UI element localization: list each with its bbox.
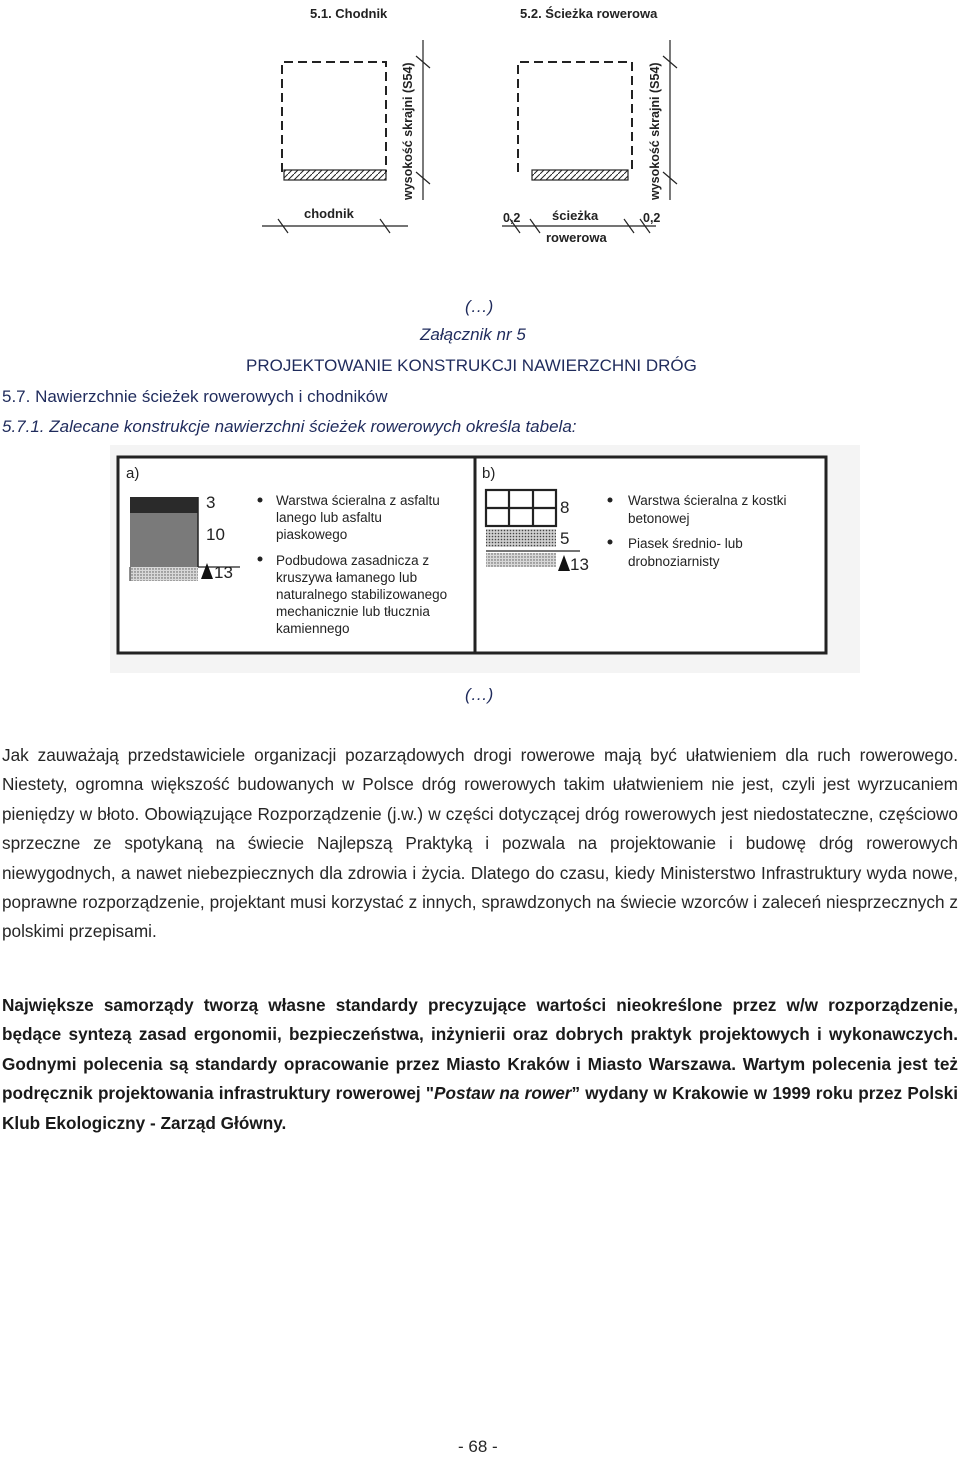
paragraph-1: Jak zauważają przedstawiciele organizacji pozarządowych drogi rowerowe mają być ułatwieniem dla ruch rowerowego. Niestety, ogromna większość budowanych w Polsce dróg rowerowych takim ułatwieniem nie jest, czyli jest wyrzucaniem pieniędzy w błoto. Obowiązujące Rozporządzenie (j.w.) w części dotyczącej dróg rowerowych jest niedostateczne, częściowo sprzeczne ze spotykaną na świecie Najlepszą Praktyką i pozwala na projektowanie i budowę dróg rowerowych niewygodnych, a nawet niebezpiecznych dla zdrowia i życia. Dlatego do czasu, kiedy Ministerstwo Infrastruktury wyda nowe, poprawne rozporządzenie, projektant musi korzystać z innych, sprawdzonych na świecie wzorców i zaleceń niesprzecznych z polskimi przepisami. — [2, 745, 958, 942]
ellipsis-top: (…) — [465, 297, 494, 316]
paragraph-2 — [2, 991, 958, 1138]
a-bullet-2-line-2: kruszywa łamanego lub — [276, 570, 418, 585]
right-width-label-line2: rowerowa — [546, 230, 607, 245]
left-height-dimension — [416, 40, 430, 200]
paragraph-2-part-b: ” wydany w Krakowie w 1999 roku przez Polski Klub Ekologiczny - Zarząd Główny. — [2, 1083, 958, 1133]
a-bullet-1-line-2: lanego lub asfaltu — [276, 510, 382, 525]
diagram-title-left: 5.1. Chodnik — [310, 6, 388, 21]
a-thickness-1: 3 — [206, 493, 216, 512]
subsection-heading-1: 5.7. Nawierzchnie ścieżek rowerowych i chodników — [2, 387, 388, 406]
b-bullet-2-line-2: drobnoziarnisty — [628, 554, 720, 569]
b-bullet-2-line-1: Piasek średnio- lub — [628, 536, 743, 551]
clearance-diagram — [240, 0, 700, 250]
paragraph-2-part-a: Największe samorządy tworzą własne standardy precyzujące wartości nieokreślone przez w/w rozporządzenie, będące syntezą zasad ergonomii, bezpieczeństwa, inżynierii oraz dobrych praktyk projektowych i wykonawczych. Godnymi polecenia są standardy opracowanie przez Miasto Kraków i Miasto Warszawa. Wartym polecenia jest też podręcznik projektowania infrastruktury rowerowej " — [2, 995, 958, 1104]
diagram-title-right: 5.2. Ścieżka rowerowa — [520, 6, 658, 21]
table-frame — [118, 457, 826, 653]
left-width-label: chodnik — [304, 206, 354, 221]
a-bullet-2-line-1: Podbudowa zasadnicza z — [276, 553, 430, 568]
a-bullet-2-line-3: naturalnego stabilizowanego — [276, 587, 448, 602]
a-bullet-1-line-3: piaskowego — [276, 527, 348, 542]
left-clearance-box — [282, 62, 386, 172]
a-bullet-2-line-4: mechanicznie lub tłucznia — [276, 604, 430, 619]
section-heading: PROJEKTOWANIE KONSTRUKCJI NAWIERZCHNI DRÓG — [246, 356, 697, 375]
col-a-label: a) — [126, 465, 140, 482]
b-thickness-1: 8 — [560, 498, 570, 517]
margin-right-label: 0,2 — [643, 211, 661, 225]
right-width-label-line1: ścieżka — [552, 208, 599, 223]
b-bullet-1-line-2: betonowej — [628, 511, 690, 526]
annex-heading: Załącznik nr 5 — [420, 325, 526, 344]
right-height-label: wysokość skrajni (S54) — [648, 62, 662, 200]
b-thickness-3: 13 — [570, 555, 589, 574]
margin-left-label: 0,2 — [503, 211, 521, 225]
b-bullet-1-line-1: Warstwa ścieralna z kostki — [628, 493, 787, 508]
right-height-dimension — [663, 40, 677, 200]
page-number: - 68 - — [458, 1437, 498, 1456]
left-width-dimension — [262, 219, 408, 233]
left-height-label: wysokość skrajni (S54) — [401, 62, 415, 200]
layer-stack-b — [486, 490, 556, 526]
paragraph-2-book-title: Postaw na rower — [434, 1083, 572, 1104]
a-thickness-2: 10 — [206, 525, 225, 544]
a-bullet-1-line-1: Warstwa ścieralna z asfaltu — [276, 493, 440, 508]
b-thickness-2: 5 — [560, 529, 570, 548]
a-thickness-3: 13 — [214, 563, 233, 582]
right-surface-hatch — [532, 170, 628, 180]
a-bullet-2-line-5: kamiennego — [276, 621, 350, 636]
right-clearance-box — [518, 62, 632, 172]
subsection-heading-2: 5.7.1. Zalecane konstrukcje nawierzchni ścieżek rowerowych określa tabela: — [2, 417, 577, 436]
ellipsis-mid: (…) — [465, 685, 494, 704]
col-b-label: b) — [482, 465, 496, 482]
left-surface-hatch — [284, 170, 386, 180]
pavement-structure-table — [110, 445, 860, 673]
